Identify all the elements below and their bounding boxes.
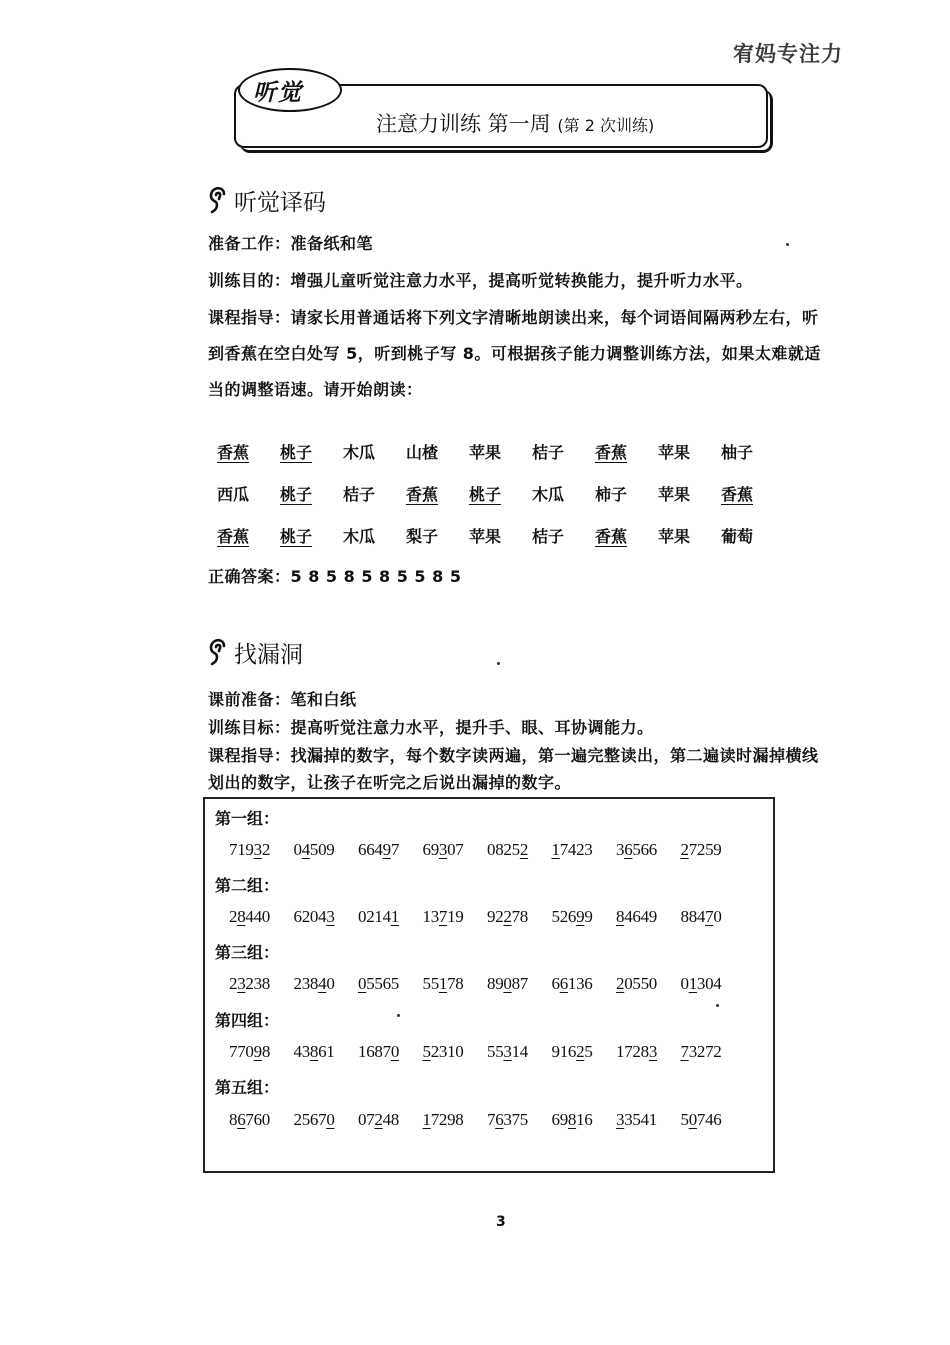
underlined-digit: 7 <box>705 907 714 926</box>
number-item <box>552 840 593 860</box>
digits-after: 87 <box>511 974 529 993</box>
fruit-word: 苹果 <box>658 527 691 546</box>
underlined-digit: 3 <box>503 1042 512 1061</box>
digits-before: 1728 <box>616 1042 649 1061</box>
digits-before: 69 <box>551 1110 568 1129</box>
digits-after: 9 <box>584 907 593 926</box>
number-item <box>358 1042 399 1062</box>
underlined-digit: 3 <box>237 974 246 993</box>
page-title <box>376 108 654 138</box>
underlined-digit: 7 <box>680 1042 689 1061</box>
digits-before: 0825 <box>487 840 520 859</box>
fruit-word: 桃子 <box>280 443 313 462</box>
underlined-digit: 8 <box>616 907 625 926</box>
underlined-digit: 2 <box>616 974 625 993</box>
digits-before: 0 <box>293 840 302 859</box>
underlined-digit: 2 <box>374 1110 383 1129</box>
digits-after: 304 <box>696 974 722 993</box>
fruit-word: 木瓜 <box>343 443 376 462</box>
number-item <box>487 840 528 860</box>
number-item <box>681 907 722 927</box>
digits-before: 770 <box>229 1042 254 1061</box>
underlined-digit: 0 <box>390 1042 400 1061</box>
underlined-digit: 4 <box>318 974 327 993</box>
digits-before: 526 <box>551 907 577 926</box>
section2-goal: 训练目标：提高听觉注意力水平，提升手、眼、耳协调能力。 <box>208 718 654 737</box>
digits-before: 55 <box>422 974 439 993</box>
digits-after: 5565 <box>366 974 400 993</box>
digits-after: 61 <box>318 1042 335 1061</box>
group-label: 第四组： <box>215 1011 280 1030</box>
section2-guide-line1: 课程指导：找漏掉的数字，每个数字读两遍，第一遍完整读出，第二遍读时漏掉横线 <box>208 746 819 765</box>
digits-after: 7259 <box>688 840 722 859</box>
fruit-word: 木瓜 <box>532 485 565 504</box>
underlined-digit: 1 <box>390 907 400 926</box>
digits-after: 3541 <box>624 1110 658 1129</box>
digits-after: 48 <box>382 1110 400 1129</box>
digits-before: 55 <box>487 1042 504 1061</box>
digits-after: 2310 <box>430 1042 464 1061</box>
number-item <box>358 974 399 994</box>
digits-after: 78 <box>511 907 529 926</box>
underlined-digit: 2 <box>519 840 529 859</box>
number-item <box>487 1110 528 1130</box>
digits-after: 14 <box>511 1042 529 1061</box>
ear-icon <box>208 638 230 668</box>
section1-guide-line1: 课程指导：请家长用普通话将下列文字清晰地朗读出来，每个词语间隔两秒左右，听 <box>208 308 819 327</box>
digits-before: 916 <box>551 1042 577 1061</box>
fruit-word: 香蕉 <box>217 527 250 546</box>
scan-speck <box>786 243 789 246</box>
number-item <box>552 974 593 994</box>
fruit-word: 桔子 <box>532 527 565 546</box>
digits-before: 719 <box>229 840 254 859</box>
number-item <box>616 974 657 994</box>
fruit-word: 桃子 <box>280 485 313 504</box>
number-item <box>423 1110 464 1130</box>
fruit-word: 桃子 <box>469 485 502 504</box>
digits-before: 92 <box>487 907 504 926</box>
group-label: 第二组： <box>215 876 280 895</box>
underlined-digit: 8 <box>237 907 246 926</box>
fruit-word: 苹果 <box>658 485 691 504</box>
fruit-word: 桔子 <box>343 485 376 504</box>
underlined-digit: 6 <box>495 1110 504 1129</box>
underlined-digit: 3 <box>616 1110 625 1129</box>
digits-before: 2 <box>229 907 238 926</box>
scan-speck <box>716 1004 719 1007</box>
digits-before: 2567 <box>293 1110 327 1129</box>
underlined-digit: 3 <box>648 1042 658 1061</box>
number-item <box>423 974 464 994</box>
title-text: 注意力训练 第一周 <box>376 112 551 136</box>
fruit-word: 木瓜 <box>343 527 376 546</box>
fruit-word: 柿子 <box>595 485 628 504</box>
number-item <box>681 1110 722 1130</box>
digits-after: 8 <box>261 1042 271 1061</box>
digits-before: 07 <box>358 1110 375 1129</box>
underlined-digit: 1 <box>551 840 560 859</box>
underlined-digit: 8 <box>309 1042 319 1061</box>
section2-title: 找漏洞 <box>234 642 303 668</box>
number-item <box>229 1110 270 1130</box>
digits-before: 0214 <box>358 907 391 926</box>
fruit-word: 梨子 <box>406 527 439 546</box>
fruit-word: 苹果 <box>469 527 502 546</box>
number-item <box>294 1110 335 1130</box>
underlined-digit: 1 <box>422 1110 431 1129</box>
digits-before: 5 <box>680 1110 689 1129</box>
number-item <box>681 974 722 994</box>
number-item <box>358 840 399 860</box>
digits-before: 13 <box>422 907 439 926</box>
number-item <box>358 1110 399 1130</box>
section1-guide-line3: 当的调整语速。请开始朗读： <box>208 380 423 399</box>
digits-after: 509 <box>309 840 335 859</box>
digits-after: 7298 <box>430 1110 464 1129</box>
underlined-digit: 1 <box>438 974 448 993</box>
section1-prep: 准备工作：准备纸和笔 <box>208 234 374 253</box>
number-item <box>358 907 399 927</box>
underlined-digit: 9 <box>576 907 585 926</box>
digits-after: 7 <box>390 840 400 859</box>
fruit-word: 桃子 <box>280 527 313 546</box>
number-item <box>423 1042 464 1062</box>
underlined-digit: 5 <box>422 1042 431 1061</box>
digits-after: 136 <box>567 974 593 993</box>
number-item <box>294 974 335 994</box>
underlined-digit: 8 <box>567 1110 577 1129</box>
digits-after: 440 <box>245 907 271 926</box>
fruit-word: 香蕉 <box>406 485 439 504</box>
digits-after: 19 <box>447 907 464 926</box>
number-item <box>294 1042 335 1062</box>
number-item <box>616 1042 657 1062</box>
digits-before: 2 <box>229 974 238 993</box>
scan-speck <box>497 662 500 665</box>
number-item <box>616 907 657 927</box>
digits-before: 0 <box>680 974 689 993</box>
fruit-word: 葡萄 <box>721 527 754 546</box>
digits-after: 4649 <box>624 907 658 926</box>
title-subtitle: (第 2 次训练) <box>557 116 655 135</box>
underlined-digit: 3 <box>326 907 335 926</box>
fruit-word: 苹果 <box>658 443 691 462</box>
number-item <box>294 840 335 860</box>
digits-before: 1687 <box>358 1042 391 1061</box>
section1-goal: 训练目的：增强儿童听觉注意力水平，提高听觉转换能力，提升听力水平。 <box>208 271 753 290</box>
digits-before: 238 <box>293 974 319 993</box>
fruit-word: 西瓜 <box>217 485 250 504</box>
number-item <box>487 1042 528 1062</box>
underlined-digit: 0 <box>688 1110 697 1129</box>
digits-before: 7 <box>487 1110 496 1129</box>
digits-after: 3272 <box>688 1042 722 1061</box>
digits-after: 375 <box>503 1110 529 1129</box>
section2-heading <box>208 636 303 669</box>
number-item <box>294 907 335 927</box>
digits-after: 78 <box>447 974 464 993</box>
number-item <box>229 907 270 927</box>
fruit-word: 香蕉 <box>595 443 628 462</box>
underlined-digit: 3 <box>438 840 448 859</box>
underlined-digit: 2 <box>576 1042 585 1061</box>
number-item <box>616 1110 657 1130</box>
watermark: 宥妈专注力 <box>733 42 843 66</box>
fruit-word: 香蕉 <box>595 527 628 546</box>
underlined-digit: 2 <box>680 840 689 859</box>
banner-tag: 听觉 <box>253 79 303 106</box>
underlined-digit: 9 <box>253 1042 262 1061</box>
underlined-digit: 6 <box>237 1110 246 1129</box>
digits-after: 16 <box>576 1110 593 1129</box>
digits-before: 6 <box>551 974 560 993</box>
scan-speck <box>397 1014 400 1017</box>
number-item <box>487 974 528 994</box>
digits-after: 746 <box>696 1110 722 1129</box>
underlined-digit: 6 <box>624 840 633 859</box>
fruit-word: 香蕉 <box>721 485 754 504</box>
underlined-digit: 0 <box>358 974 367 993</box>
number-item <box>681 1042 722 1062</box>
section1-heading <box>208 184 326 217</box>
digits-before: 69 <box>422 840 439 859</box>
fruit-word: 柚子 <box>721 443 754 462</box>
section1-title: 听觉译码 <box>234 190 326 216</box>
digits-before: 6204 <box>293 907 327 926</box>
group-label: 第一组： <box>215 809 280 828</box>
underlined-digit: 6 <box>559 974 568 993</box>
number-item <box>423 907 464 927</box>
section1-guide-line2: 到香蕉在空白处写 5，听到桃子写 8。可根据孩子能力调整训练方法，如果太难就适 <box>208 344 821 363</box>
underlined-digit: 2 <box>503 907 512 926</box>
number-item <box>552 1042 593 1062</box>
number-item <box>681 840 722 860</box>
digits-after: 5 <box>584 1042 593 1061</box>
number-item <box>552 907 593 927</box>
digits-before: 8 <box>229 1110 238 1129</box>
group-label: 第三组： <box>215 943 280 962</box>
number-item <box>487 907 528 927</box>
section2-guide-line2: 划出的数字，让孩子在听完之后说出漏掉的数字。 <box>208 773 572 792</box>
digits-after: 566 <box>632 840 658 859</box>
number-item <box>423 840 464 860</box>
underlined-digit: 0 <box>503 974 512 993</box>
digits-after: 238 <box>245 974 271 993</box>
digits-after: 0 <box>713 907 722 926</box>
digits-after: 760 <box>245 1110 271 1129</box>
page-number: 3 <box>496 1214 506 1230</box>
underlined-digit: 9 <box>382 840 391 859</box>
underlined-digit: 0 <box>326 1110 335 1129</box>
underlined-digit: 1 <box>688 974 697 993</box>
digits-before: 664 <box>358 840 383 859</box>
section1-answer: 正确答案：5 8 5 8 5 8 5 5 8 5 <box>208 567 462 586</box>
number-item <box>229 840 270 860</box>
digits-before: 3 <box>616 840 625 859</box>
section2-prep: 课前准备：笔和白纸 <box>208 690 357 709</box>
fruit-word: 山楂 <box>406 443 439 462</box>
digits-after: 0550 <box>624 974 658 993</box>
number-item <box>229 1042 270 1062</box>
digits-after: 07 <box>447 840 464 859</box>
fruit-word: 香蕉 <box>217 443 250 462</box>
number-item <box>616 840 657 860</box>
digits-before: 43 <box>293 1042 310 1061</box>
ear-icon <box>208 186 230 216</box>
digits-after: 7423 <box>559 840 593 859</box>
number-item <box>552 1110 593 1130</box>
fruit-word: 桔子 <box>532 443 565 462</box>
underlined-digit: 4 <box>301 840 310 859</box>
underlined-digit: 7 <box>438 907 448 926</box>
group-label: 第五组： <box>215 1078 280 1097</box>
digits-before: 89 <box>487 974 504 993</box>
number-item <box>229 974 270 994</box>
digits-after: 2 <box>261 840 271 859</box>
digits-before: 884 <box>680 907 706 926</box>
digits-after: 0 <box>326 974 335 993</box>
fruit-word: 苹果 <box>469 443 502 462</box>
underlined-digit: 3 <box>253 840 262 859</box>
